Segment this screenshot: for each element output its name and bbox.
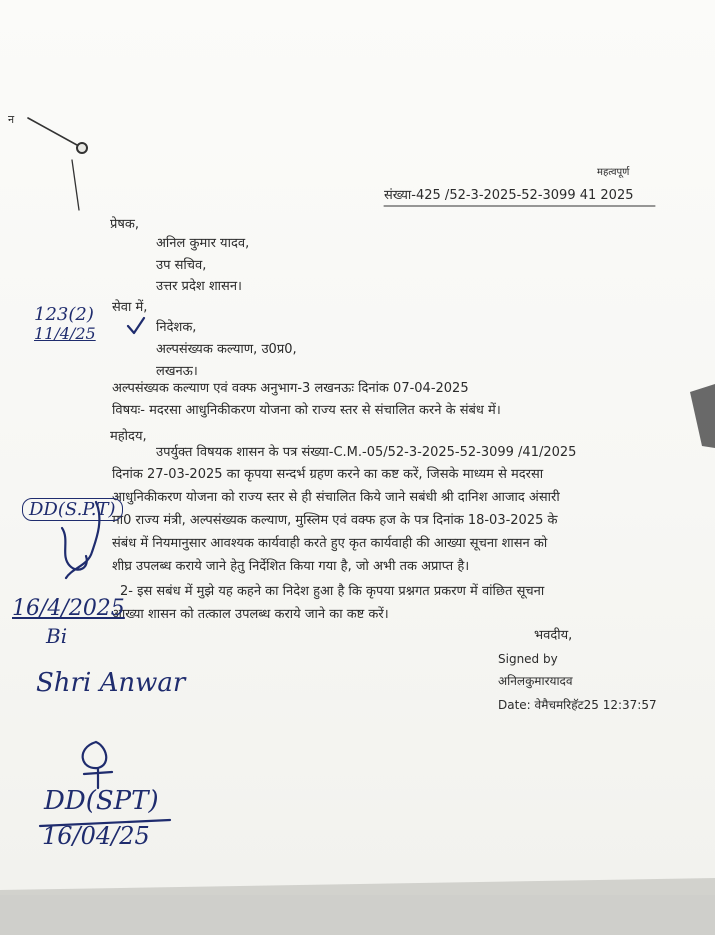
- staple-hole: [77, 143, 87, 153]
- body-line: आधुनिकीकरण योजना को राज्य स्तर से ही संचालित किये जाने सबंधी श्री दानिश आजाद अंसारी: [112, 490, 560, 505]
- department-date-line: अल्पसंख्यक कल्याण एवं वक्फ अनुभाग-3 लखनऊः दिनांक 07-04-2025: [112, 381, 469, 396]
- body-line: आख्या शासन को तत्काल उपलब्ध कराये जाने का कष्ट करें।: [112, 607, 389, 622]
- bottom-fold-shadow: [0, 878, 715, 895]
- body-line: शीघ्र उपलब्ध कराये जाने हेतु निर्देशित किया गया है, जो अभी तक अप्राप्त है।: [112, 559, 470, 574]
- importance-label: महत्वपूर्ण: [597, 167, 630, 178]
- inward-date: 11/4/25: [34, 324, 96, 343]
- sender-name: अनिल कुमार यादव,: [156, 236, 250, 251]
- body-line: दिनांक 27-03-2025 का कृपया सन्दर्भ ग्रहण करने का कष्ट करें, जिसके माध्यम से मदरसा: [112, 467, 544, 482]
- valediction: भवदीय,: [534, 628, 573, 643]
- tick-mark: [128, 318, 144, 333]
- date-mark-2: 16/04/25: [42, 822, 150, 850]
- inward-number: 123(2): [34, 304, 94, 325]
- staple-tail: [72, 160, 79, 210]
- body-line: उपर्युक्त विषयक शासन के पत्र संख्या-C.M.-05/52-3-2025-52-3099 /41/2025: [156, 445, 577, 460]
- salutation: महोदय,: [110, 429, 147, 444]
- sender-designation: उप सचिव,: [156, 258, 207, 273]
- officer-mark-1: DD(S.P.T): [22, 498, 123, 521]
- sender-label: प्रेषक,: [110, 217, 140, 232]
- subject-line: विषयः- मदरसा आधुनिकीकरण योजना को राज्य स्तर से संचालित करने के संबंध में।: [112, 403, 501, 418]
- initial-scribble: [83, 742, 112, 788]
- scan-background: [0, 895, 715, 935]
- date-mark-1: 16/4/2025: [12, 596, 125, 621]
- digital-signer-name: अनिलकुमारयादव: [498, 674, 573, 688]
- digital-sign-date: Date: वेमैचमरिहॅट25 12:37:57: [498, 698, 657, 712]
- recipient-designation: निदेशक,: [156, 320, 197, 335]
- officer-mark-2: DD(SPT): [44, 786, 159, 816]
- body-line: मा0 राज्य मंत्री, अल्पसंख्यक कल्याण, मुस्लिम एवं वक्फ हज के पत्र दिनांक 18-03-2025 के: [112, 513, 558, 528]
- sender-office: उत्तर प्रदेश शासन।: [156, 279, 242, 294]
- recipient-office: अल्पसंख्यक कल्याण, उ0प्र0,: [156, 342, 297, 357]
- page-edge-shadow: [690, 384, 715, 448]
- body-line: 2- इस सबंध में मुझे यह कहने का निदेश हुआ है कि कृपया प्रश्नगत प्रकरण में वांछित सूचना: [120, 584, 545, 599]
- reference-number: संख्या-425 /52-3-2025-52-3099 41 2025: [384, 188, 634, 203]
- body-line: संबंध में नियमानुसार आवश्यक कार्यवाही करते हुए कृत कार्यवाही की आख्या सूचना शासन को: [112, 536, 548, 551]
- recipient-label: सेवा में,: [112, 300, 148, 315]
- corner-mark: न: [8, 113, 15, 126]
- handwritten-signature: Shri Anwar: [36, 668, 186, 698]
- initial-mark: Bi: [46, 624, 68, 648]
- recipient-city: लखनऊ।: [156, 364, 198, 379]
- digital-signed-by: Signed by: [498, 652, 558, 666]
